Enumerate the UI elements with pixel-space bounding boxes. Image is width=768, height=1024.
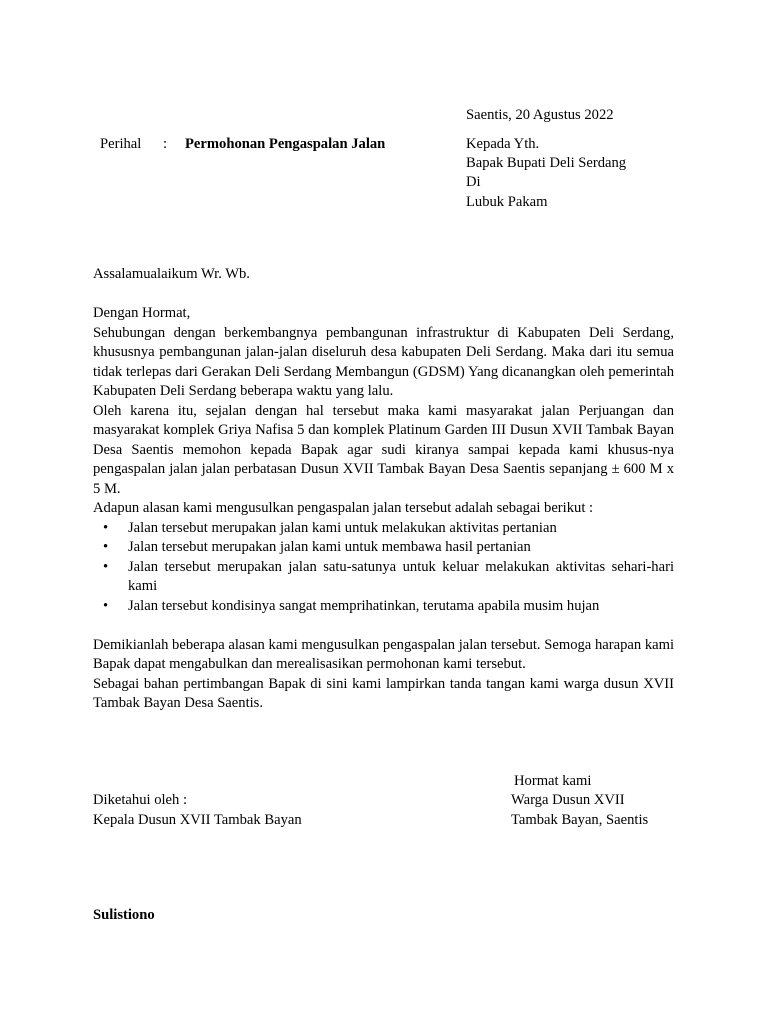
reason-text: Jalan tersebut kondisinya sangat memprihatinkan, terutama apabila musim hujan bbox=[128, 597, 600, 614]
salutation: Dengan Hormat, bbox=[93, 305, 191, 321]
subject-colon: : bbox=[163, 136, 168, 152]
list-item bbox=[93, 538, 674, 558]
acknowledger-title: Kepala Dusun XVII Tambak Bayan bbox=[93, 812, 302, 828]
recipient-line: Lubuk Pakam bbox=[466, 194, 548, 210]
sender-group: Warga Dusun XVII bbox=[511, 792, 625, 808]
closing-regards: Hormat kami bbox=[514, 773, 592, 789]
reason-text: Jalan tersebut merupakan jalan kami untuk melakukan aktivitas pertanian bbox=[128, 519, 557, 536]
place-date: Saentis, 20 Agustus 2022 bbox=[466, 107, 614, 123]
recipient-line: Di bbox=[466, 174, 481, 190]
recipient-line: Bapak Bupati Deli Serdang bbox=[466, 155, 627, 171]
list-item bbox=[93, 597, 674, 617]
paragraph: Oleh karena itu, sejalan dengan hal tersebut maka kami masyarakat jalan Perjuangan dan masyarakat komplek Griya Nafisa 5 dan komplek Platinum Garden III Dusun XVII Tambak Bayan Desa Saentis memohon kepada Bapak agar sudi kiranya sampai kepada kami khusus-nya pengaspalan jalan jalan perbatasan Dusun XVII Tambak Bayan Desa Saentis sepanjang ± 600 M x 5 M. bbox=[93, 402, 674, 497]
subject-label: Perihal bbox=[100, 136, 142, 152]
greeting: Assalamualaikum Wr. Wb. bbox=[93, 266, 250, 282]
paragraph: Sebagai bahan pertimbangan Bapak di sini kami lampirkan tanda tangan kami warga dusun XVII Tambak Bayan Desa Saentis. bbox=[93, 675, 674, 711]
bullet-icon: • bbox=[103, 597, 109, 614]
reason-text: Jalan tersebut merupakan jalan kami untuk membawa hasil pertanian bbox=[128, 539, 531, 555]
paragraph: Sehubungan dengan berkembangnya pembangunan infrastruktur di Kabupaten Deli Serdang, khususnya pembangunan jalan-jalan diseluruh desa kabupaten Deli Serdang. Maka dari itu semua tidak terlepas dari Gerakan Deli Serdang Membangun (GDSM) Yang dicanangkan oleh pemerintah Kabupaten Deli Serdang beberapa waktu yang lalu. bbox=[93, 324, 674, 399]
reason-text: Jalan tersebut merupakan jalan satu-satunya untuk keluar melakukan aktivitas sehari-hari kami bbox=[128, 558, 674, 594]
paragraph: Demikianlah beberapa alasan kami mengusulkan pengaspalan jalan tersebut. Semoga harapan kami Bapak dapat mengabulkan dan merealisasikan permohonan kami tersebut. bbox=[93, 636, 674, 672]
list-item bbox=[93, 558, 674, 597]
bullet-icon: • bbox=[103, 558, 109, 575]
letter-body bbox=[93, 265, 674, 714]
acknowledged-label: Diketahui oleh : bbox=[93, 792, 188, 808]
sender-location: Tambak Bayan, Saentis bbox=[511, 812, 649, 828]
bullet-icon: • bbox=[103, 539, 109, 555]
acknowledger-name: Sulistiono bbox=[93, 907, 155, 923]
paragraph: Adapun alasan kami mengusulkan pengaspalan jalan tersebut adalah sebagai berikut : bbox=[93, 500, 594, 516]
list-item bbox=[93, 519, 674, 539]
subject-text: Permohonan Pengaspalan Jalan bbox=[185, 136, 386, 152]
bullet-icon: • bbox=[103, 519, 109, 536]
recipient-line: Kepada Yth. bbox=[466, 136, 540, 152]
reasons-list bbox=[93, 519, 674, 617]
